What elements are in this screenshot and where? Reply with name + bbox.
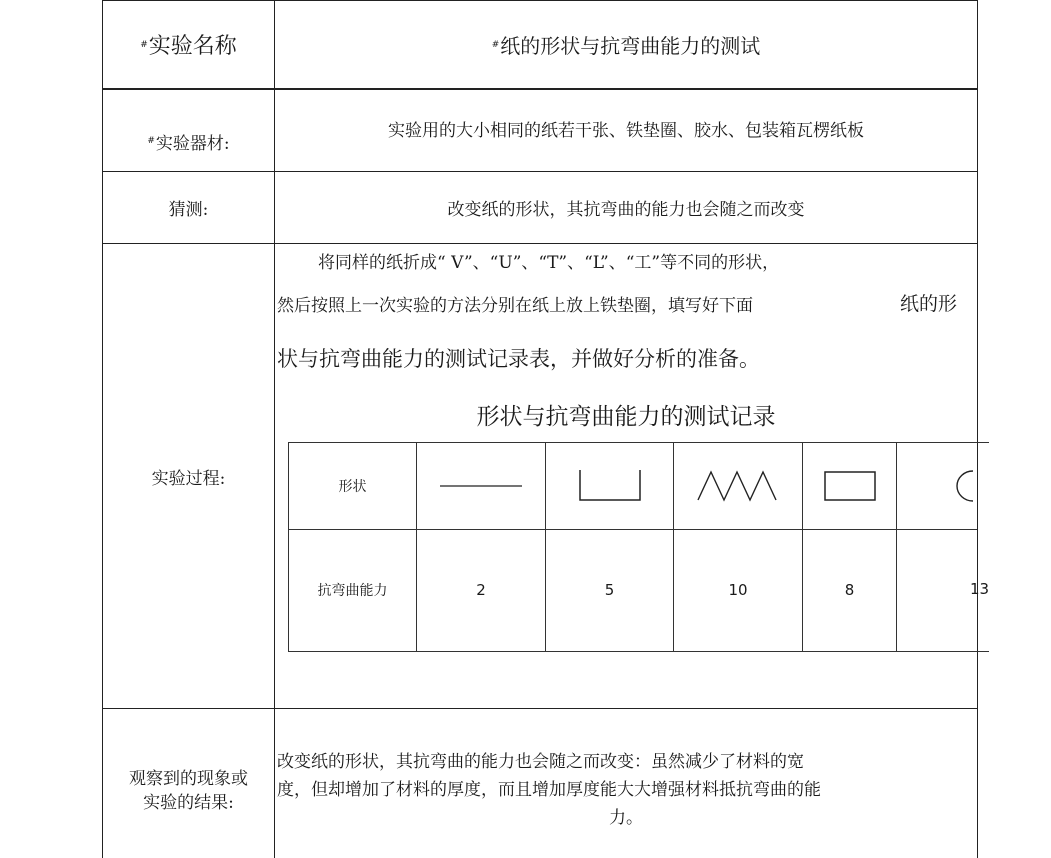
guess-value: 改变纸的形状，其抗弯曲的能力也会随之而改变 (447, 200, 805, 220)
strength-value-rectangle: 8 (844, 581, 855, 599)
strength-value-flat: 2 (476, 581, 486, 599)
equipment-value: 实验用的大小相同的纸若干张、铁垫圈、胶水、包装箱瓦楞纸板 (388, 121, 864, 141)
bookmark-mark: # (147, 136, 155, 146)
experiment-name-value: # 纸的形状与抗弯曲能力的测试 (491, 34, 761, 58)
strength-value-arc: 13 (970, 580, 990, 598)
rectangle-shape-icon (803, 443, 896, 529)
process-text-line-2-tail: 纸的形 (900, 293, 958, 315)
process-text-line-3: 状与抗弯曲能力的测试记录表，并做好分析的准备。 (277, 347, 760, 371)
bookmark-mark: # (140, 39, 148, 50)
arc-shape-icon (897, 443, 977, 529)
result-label-line-2: 实验的结果: (143, 793, 234, 813)
result-label-line-1: 观察到的现象或 (129, 769, 248, 789)
record-table-title: 形状与抗弯曲能力的测试记录 (476, 404, 776, 430)
strength-value-zigzag: 10 (728, 581, 748, 599)
table-right-border (977, 0, 978, 858)
strength-value-u: 5 (604, 581, 615, 599)
bookmark-mark: # (491, 39, 500, 50)
experiment-name-label: # 实验名称 (140, 34, 237, 59)
process-text-line-2: 然后按照上一次实验的方法分别在纸上放上铁垫圈，填写好下面 (277, 296, 753, 316)
shape-row-label: 形状 (338, 479, 367, 495)
row-divider (102, 88, 978, 90)
bending-strength-row-label: 抗弯曲能力 (317, 583, 388, 599)
guess-label: 猜测: (168, 200, 209, 220)
zigzag-shape-icon (674, 443, 802, 529)
equipment-label: # 实验器材: (147, 133, 230, 154)
process-label: 实验过程: (151, 468, 226, 489)
row-divider (102, 708, 978, 709)
u-shape-icon (546, 443, 673, 529)
result-text-line-1: 改变纸的形状，其抗弯曲的能力也会随之而改变：虽然减少了材料的宽 (277, 752, 804, 772)
process-text-line-1: 将同样的纸折成“ V”、“U”、“T”、“L”、“工”等不同的形状， (318, 253, 780, 273)
result-text-line-2: 度，但却增加了材料的厚度，而且增加厚度能大大增强材料抵抗弯曲的能 (277, 780, 821, 800)
flat-line-shape-icon (417, 443, 545, 529)
result-text-line-3: 力。 (609, 808, 643, 828)
